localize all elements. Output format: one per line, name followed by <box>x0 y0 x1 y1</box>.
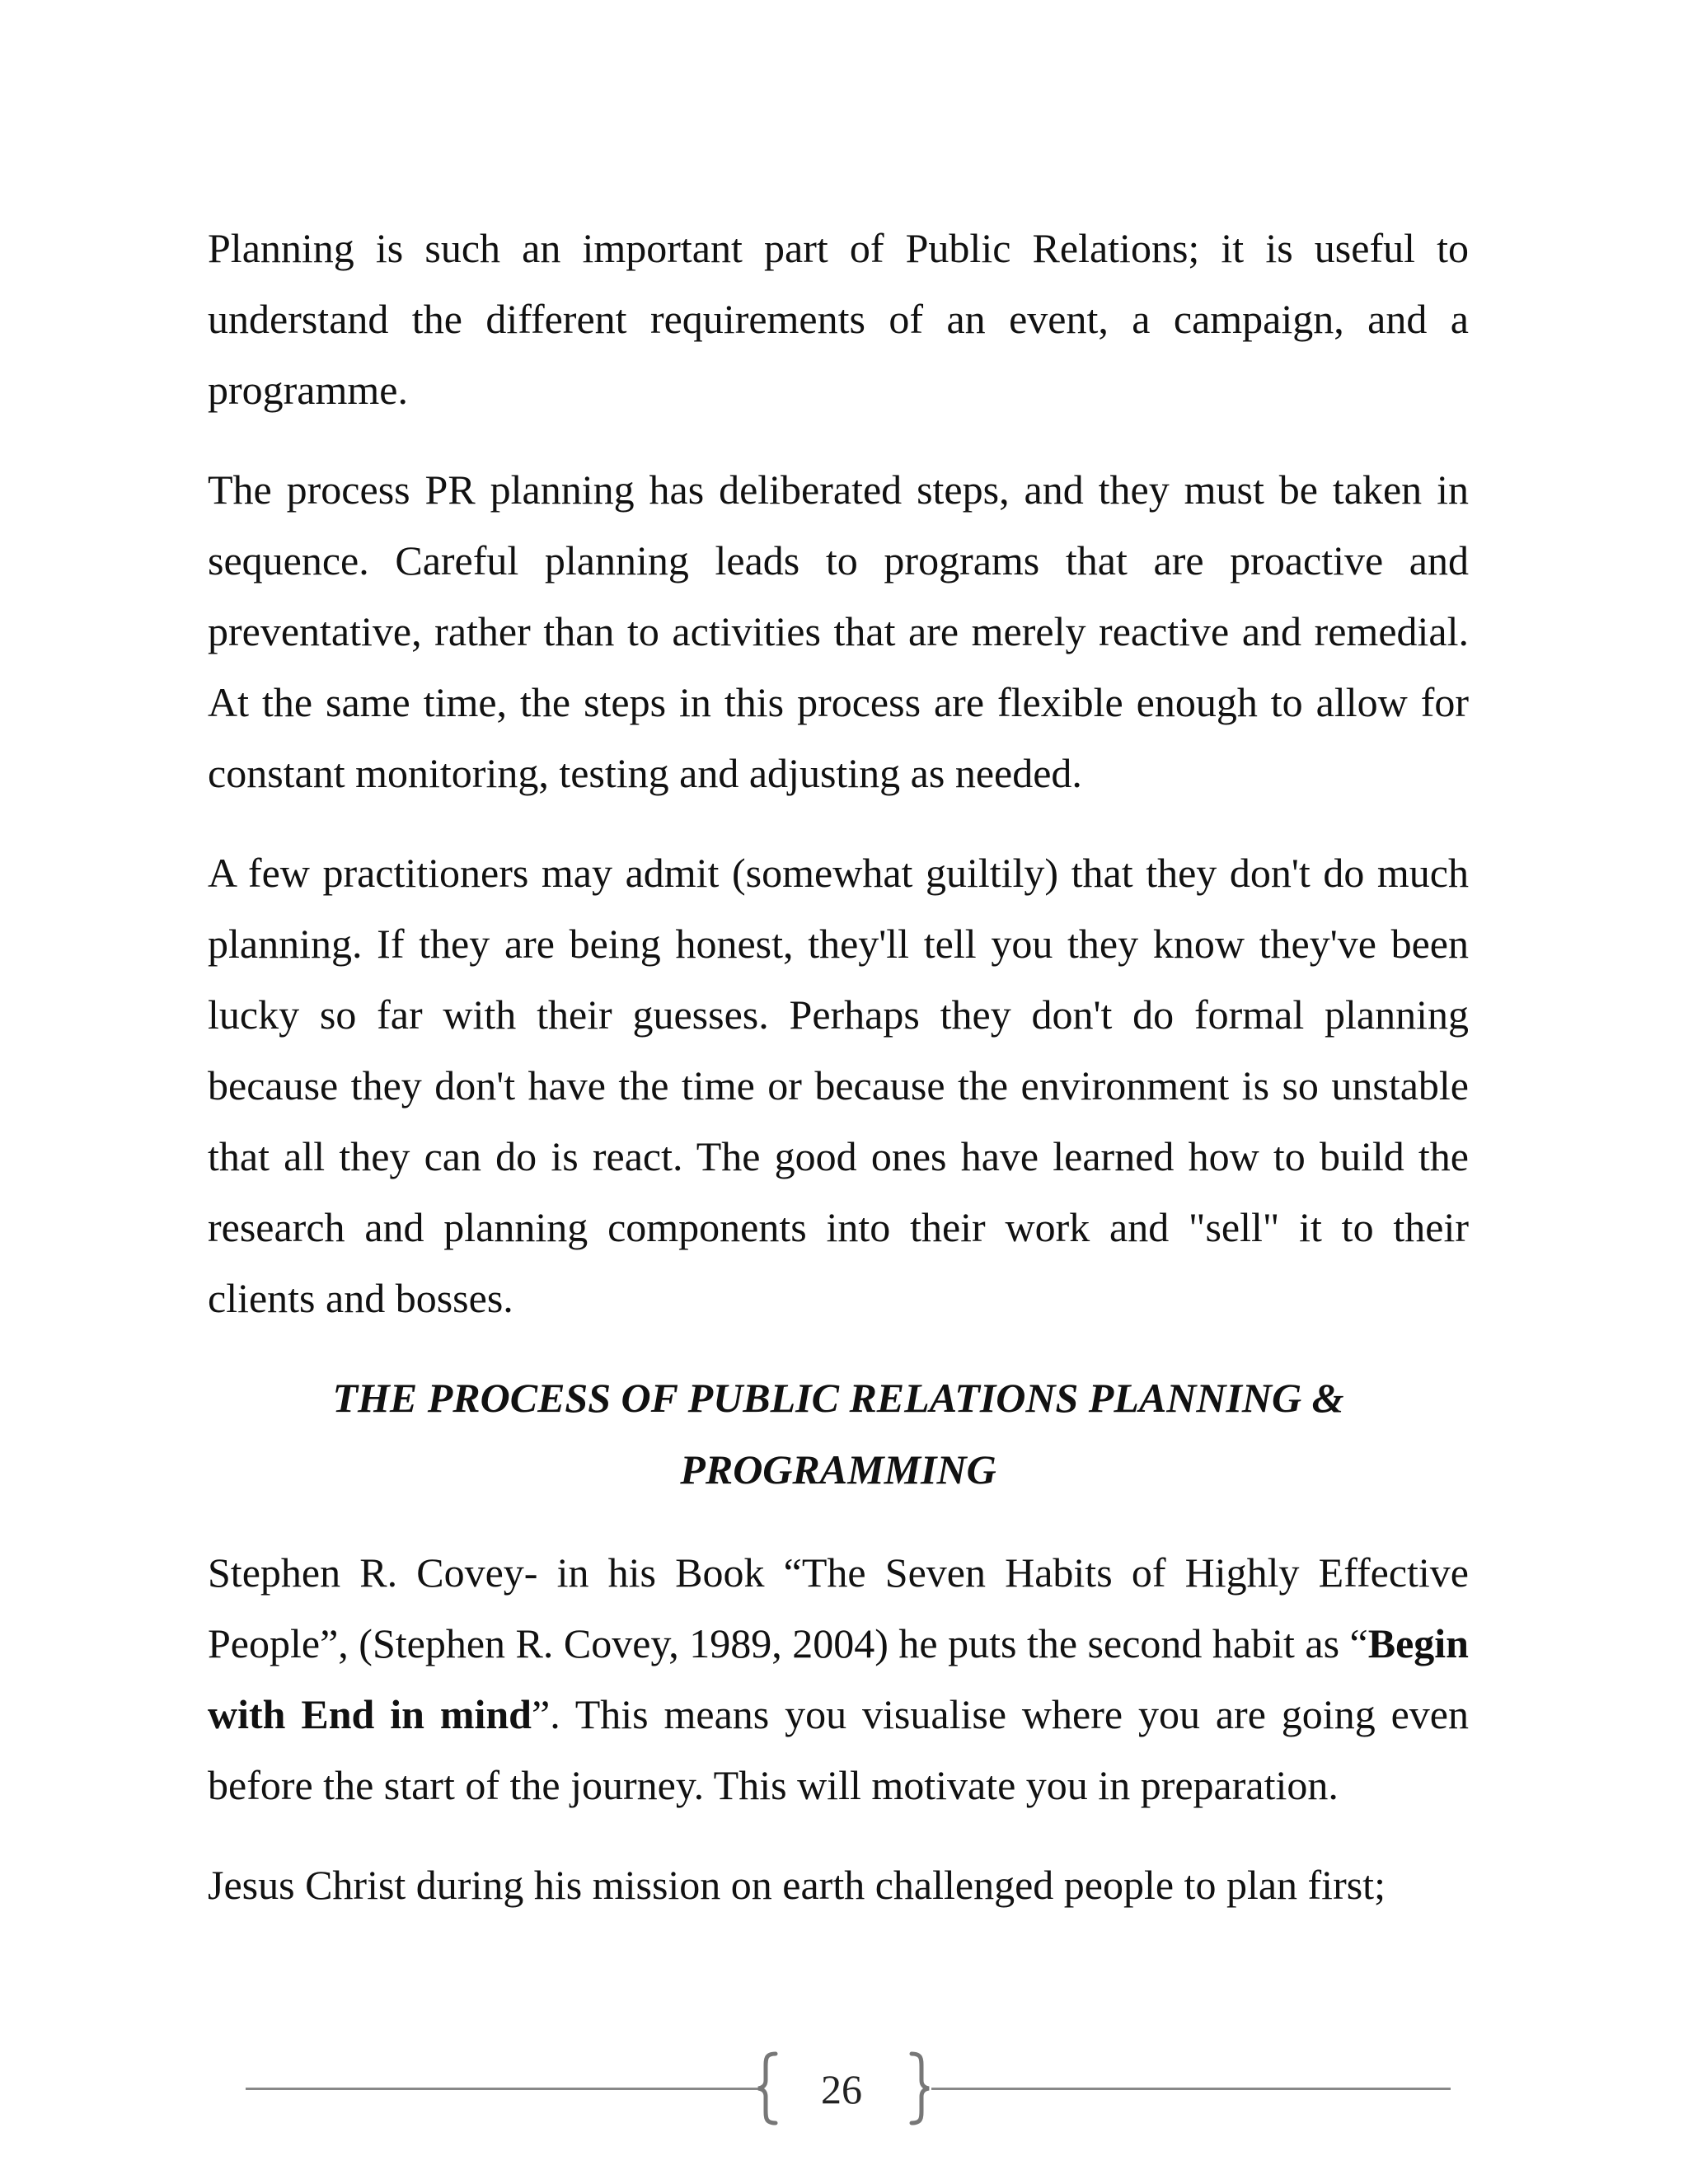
footer-rule-right <box>931 2088 1451 2090</box>
section-heading <box>208 1362 1469 1506</box>
page-number: 26 <box>821 2066 862 2112</box>
covey-text-after: ”. This means you visualise where you are going even before the start of the journey. This will motivate you in preparation. <box>208 1691 1469 1808</box>
section-heading-line-1: THE PROCESS OF PUBLIC RELATIONS PLANNING & <box>332 1375 1344 1421</box>
paragraph-planning-importance: Planning is such an important part of Public Relations; it is useful to understand the different requirements of an event, a campaign, and a programme. <box>208 225 1469 413</box>
paragraph-covey <box>208 1537 1469 1821</box>
paragraph-jesus-christ: Jesus Christ during his mission on earth challenged people to plan first; <box>208 1862 1386 1908</box>
page-footer <box>246 2050 1451 2126</box>
covey-habit-emphasis: Begin with End in mind <box>208 1620 1469 1737</box>
covey-text-before: Stephen R. Covey- in his Book “The Seven Habits of Highly Effective People”, (Stephen R. Covey, 1989, 2004) he puts the second habit as “ <box>208 1549 1469 1666</box>
left-brace-icon <box>754 2050 781 2126</box>
paragraph-pr-planning-process: The process PR planning has deliberated steps, and they must be taken in sequence. Careful planning leads to programs that are proactive and preventative, rather than to activities that are merely reactive and remedial. At the same time, the steps in this process are flexible enough to allow for constant monitoring, testing and adjusting as needed. <box>208 466 1469 796</box>
page-body <box>208 213 1469 1949</box>
footer-rule-left <box>246 2088 758 2090</box>
section-heading-line-2: PROGRAMMING <box>680 1446 996 1493</box>
right-brace-icon <box>907 2050 933 2126</box>
paragraph-practitioners: A few practitioners may admit (somewhat guiltily) that they don't do much planning. If they are being honest, they'll tell you they know they've been lucky so far with their guesses. Perhaps they don't do formal planning because they don't have the time or because the environment is so unstable that all they can do is react. The good ones have learned how to build the research and planning components into their work and "sell" it to their clients and bosses. <box>208 850 1469 1321</box>
